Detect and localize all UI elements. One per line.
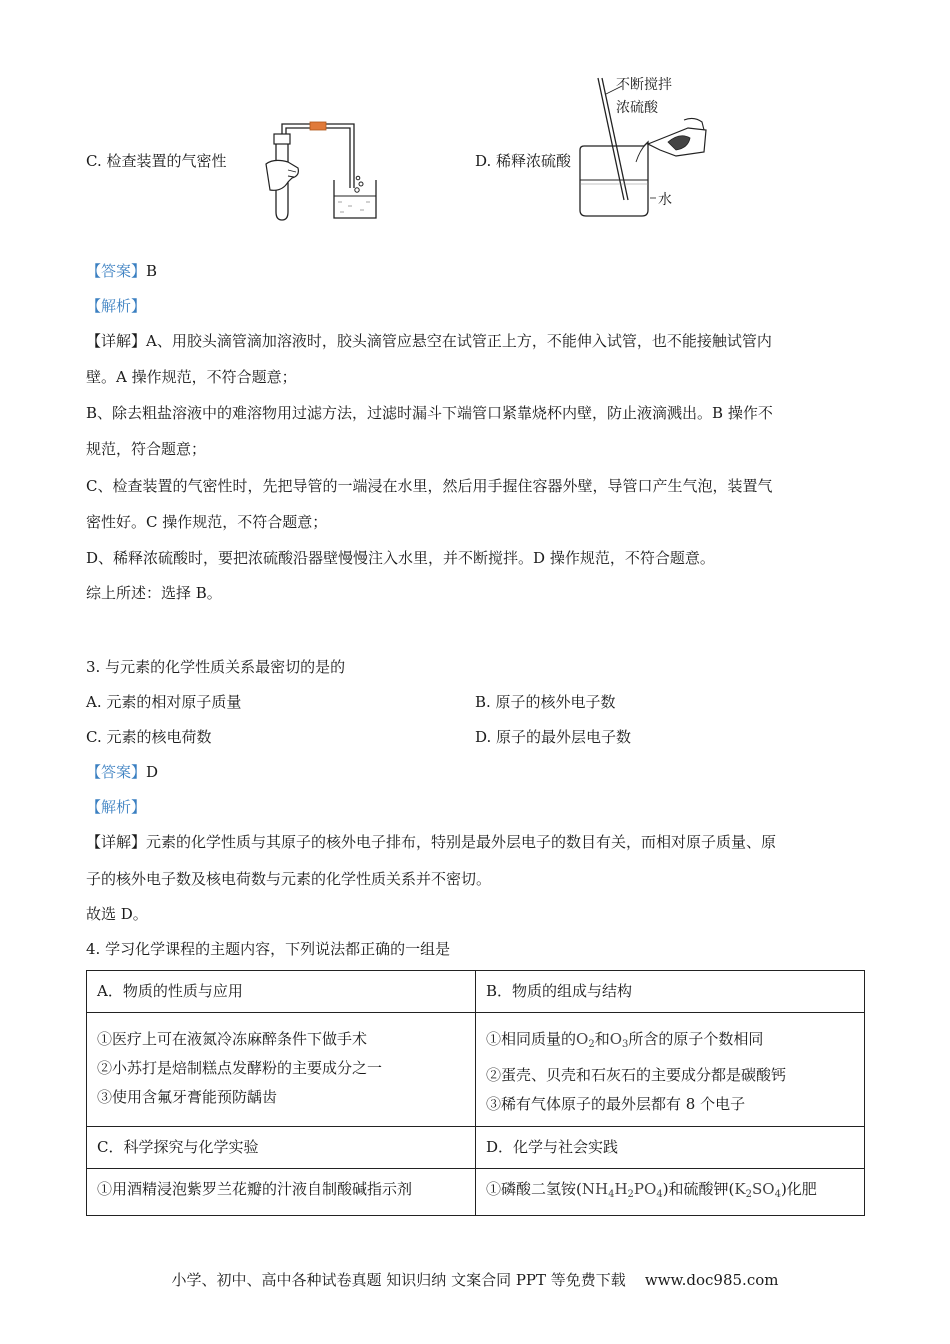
formula-nh4h2po4: $NH_4H_2PO_4$	[581, 1180, 663, 1200]
figure-label-water: 水	[658, 192, 672, 208]
q3-analysis-tag: 【解析】	[86, 798, 147, 816]
q3-detail-line: 【详解】元素的化学性质与其原子的核外电子排布，特别是最外层电子的数目有关，而相对原子质量、原	[86, 833, 777, 851]
q4-options-table	[86, 970, 865, 1216]
formula-k2so4: $K_2SO_4$	[734, 1180, 781, 1200]
cell-a-items	[87, 1013, 476, 1127]
q3-option-a: A. 元素的相对原子质量	[86, 693, 242, 711]
group-b-item: ②蛋壳、贝壳和石灰石的主要成分都是碳酸钙	[486, 1066, 787, 1084]
group-b-header: B．物质的组成与结构	[486, 982, 633, 1000]
airtightness-apparatus-figure	[262, 112, 386, 224]
cell-b-items	[476, 1013, 865, 1127]
d-item1-and: )和硫酸钾(	[662, 1180, 735, 1198]
d-item1-text: ①磷酸二氢铵(	[486, 1180, 582, 1198]
answer-value: D	[146, 763, 159, 781]
answer-tag: 【答案】	[86, 763, 147, 781]
answer-tag: 【答案】	[86, 262, 147, 280]
group-a-item: ②小苏打是焙制糕点发酵粉的主要成分之一	[97, 1059, 383, 1077]
footer-site-link[interactable]: www.doc985.com	[644, 1271, 779, 1289]
q4-stem: 4. 学习化学课程的主题内容，下列说法都正确的一组是	[86, 940, 451, 958]
q3-stem: 3. 与元素的化学性质关系最密切的是的	[86, 658, 346, 676]
figure-label-stir: 不断搅拌	[616, 77, 672, 93]
b-item1-and: 和	[594, 1030, 610, 1048]
cell-c-header	[87, 1127, 476, 1169]
cell-a-header	[87, 971, 476, 1013]
q3-option-c: C. 元素的核电荷数	[86, 728, 212, 746]
d-item1-tail: )化肥	[780, 1180, 817, 1198]
q2-detail-line: D、稀释浓硫酸时，要把浓硫酸沿器壁慢慢注入水里，并不断搅拌。D 操作规范，不符合题意。	[86, 549, 715, 567]
group-c-item: ①用酒精浸泡紫罗兰花瓣的汁液自制酸碱指示剂	[97, 1180, 413, 1198]
q2-detail-line: 密性好。C 操作规范，不符合题意；	[86, 513, 328, 531]
q2-detail-line: 壁。A 操作规范，不符合题意；	[86, 368, 297, 386]
group-a-item: ①医疗上可在液氮冷冻麻醉条件下做手术	[97, 1030, 368, 1048]
page-footer	[0, 1269, 950, 1290]
group-d-header: D．化学与社会实践	[486, 1138, 619, 1156]
q2-analysis-tag: 【解析】	[86, 297, 147, 315]
formula-o2: $O_2$	[576, 1030, 595, 1050]
group-b-item	[486, 1023, 854, 1061]
q2-detail-line: B、除去粗盐溶液中的难溶物用过滤方法，过滤时漏斗下端管口紧靠烧杯内壁，防止液滴溅出。B 操作不	[86, 404, 773, 422]
option-c-label: C. 检查装置的气密性	[86, 152, 227, 170]
q2-answer	[86, 261, 157, 281]
cell-c-items	[87, 1169, 476, 1216]
group-a-header: A．物质的性质与应用	[97, 982, 243, 1000]
q2-detail-line: C、检查装置的气密性时，先把导管的一端浸在水里，然后用手握住容器外壁，导管口产生气泡，装置气	[86, 477, 773, 495]
q2-detail-line: 规范，符合题意；	[86, 440, 207, 458]
q3-option-b: B. 原子的核外电子数	[475, 693, 616, 711]
formula-o3: $O_3$	[609, 1030, 629, 1050]
group-c-header: C．科学探究与化学实验	[97, 1138, 259, 1156]
cell-b-header	[476, 971, 865, 1013]
group-d-item	[486, 1175, 854, 1209]
q3-answer	[86, 762, 158, 782]
q3-option-d: D. 原子的最外层电子数	[475, 728, 632, 746]
b-item1-text: ①相同质量的	[486, 1030, 577, 1048]
b-item1-tail: 所含的原子个数相同	[628, 1030, 764, 1048]
q3-detail-line: 子的核外电子数及核电荷数与元素的化学性质关系并不密切。	[86, 870, 492, 888]
option-d-label: D. 稀释浓硫酸	[475, 152, 572, 170]
group-a-item: ③使用含氟牙膏能预防龋齿	[97, 1088, 278, 1106]
footer-text: 小学、初中、高中各种试卷真题 知识归纳 文案合同 PPT 等免费下载	[171, 1271, 626, 1289]
cell-d-header	[476, 1127, 865, 1169]
q2-detail-line: 【详解】A、用胶头滴管滴加溶液时，胶头滴管应悬空在试管正上方，不能伸入试管，也不能接触试管内	[86, 332, 772, 350]
figure-label-acid: 浓硫酸	[616, 100, 658, 116]
q3-conclusion: 故选 D。	[86, 905, 148, 923]
answer-value: B	[146, 262, 158, 280]
cell-d-items	[476, 1169, 865, 1216]
group-b-item: ③稀有气体原子的最外层都有 8 个电子	[486, 1095, 746, 1113]
q2-conclusion: 综上所述：选择 B。	[86, 584, 222, 602]
